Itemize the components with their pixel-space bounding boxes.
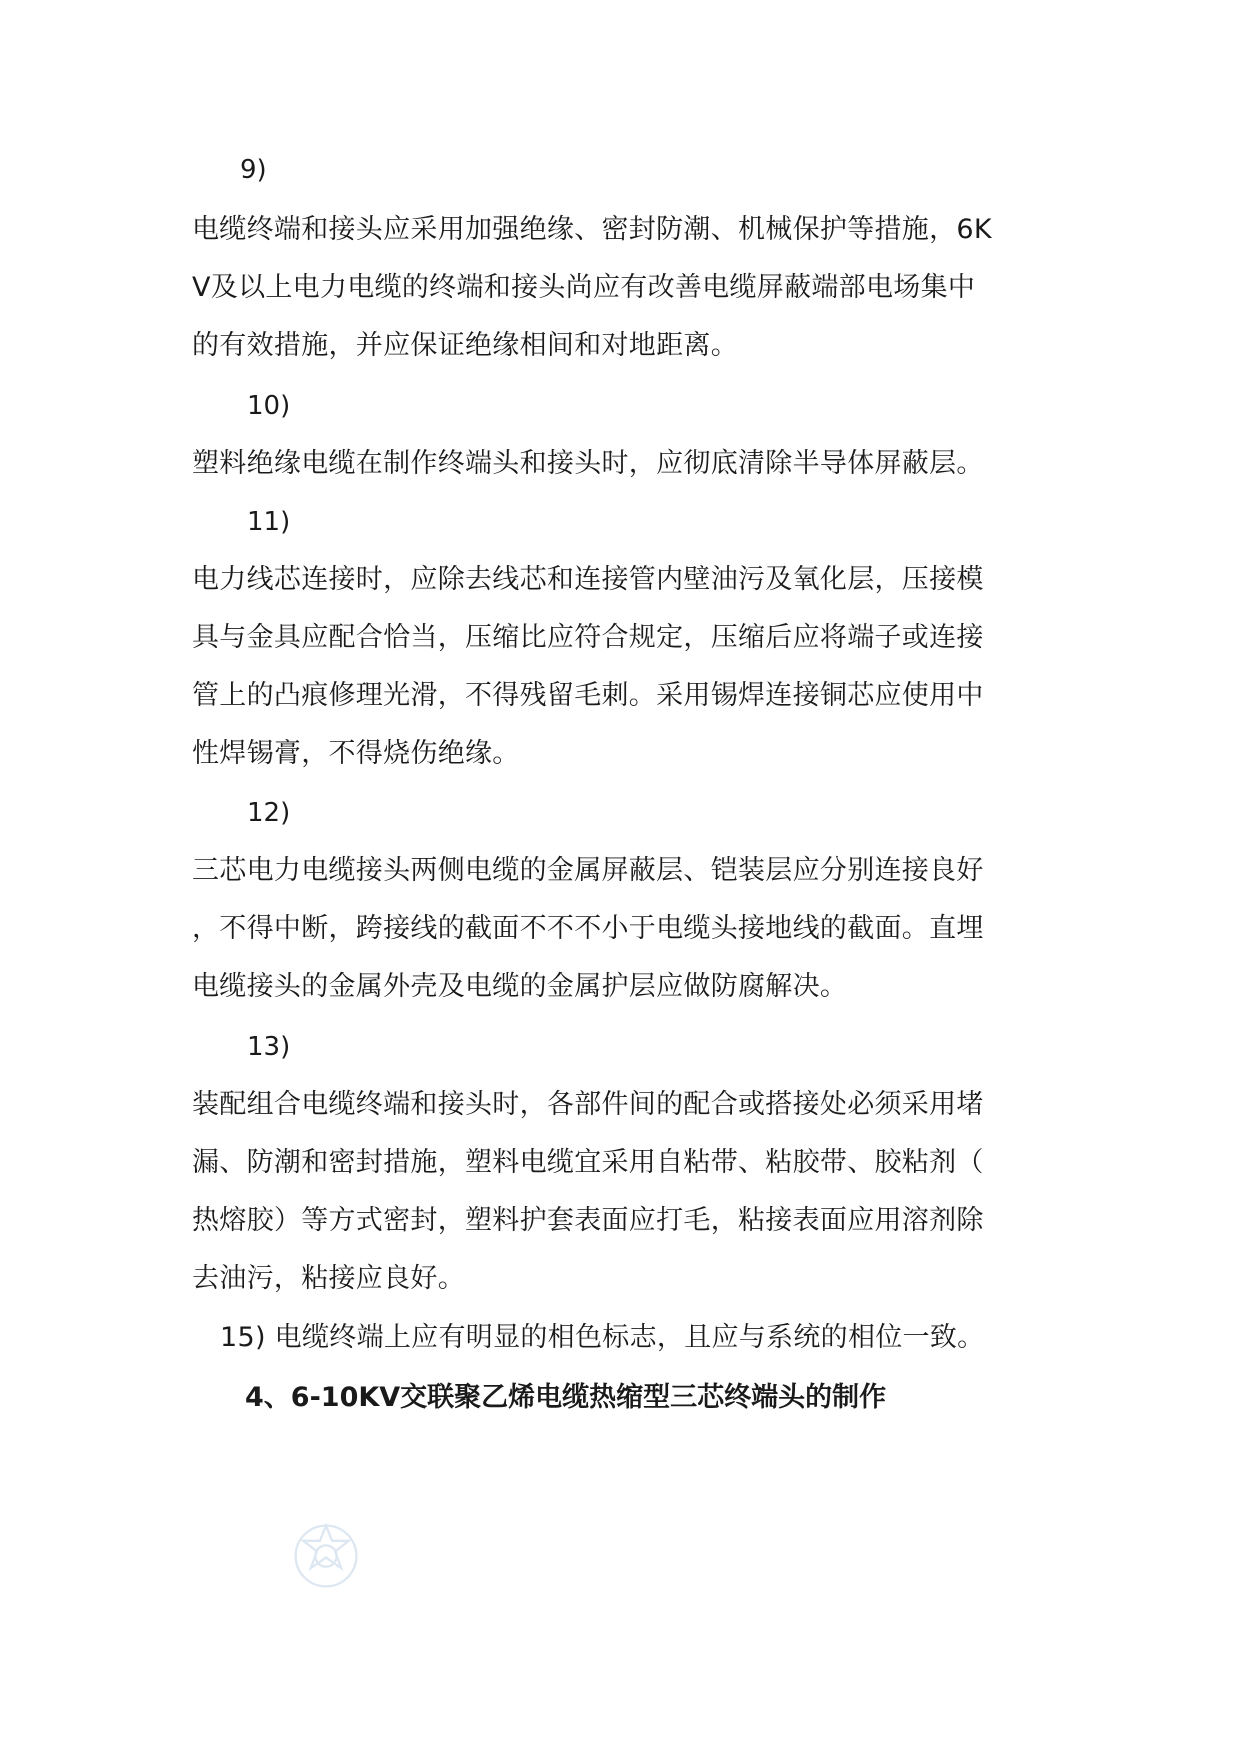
item-15-line: 15) 电缆终端上应有明显的相色标志，且应与系统的相位一致。: [220, 1322, 985, 1353]
item-13-line-1: 装配组合电缆终端和接头时，各部件间的配合或搭接处必须采用堵: [192, 1089, 984, 1120]
watermark-logo-icon: [288, 1518, 364, 1594]
item-11-line-1: 电力线芯连接时，应除去线芯和连接管内壁油污及氧化层，压接模: [192, 564, 984, 595]
item-9-line-3: 的有效措施，并应保证绝缘相间和对地距离。: [192, 330, 738, 361]
item-number-12: 12): [247, 798, 291, 828]
item-10-line-1: 塑料绝缘电缆在制作终端头和接头时，应彻底清除半导体屏蔽层。: [192, 448, 984, 479]
item-number-9: 9): [240, 155, 267, 185]
item-13-line-2: 漏、防潮和密封措施，塑料电缆宜采用自粘带、粘胶带、胶粘剂（: [192, 1147, 984, 1178]
item-13-line-3: 热熔胶）等方式密封，塑料护套表面应打毛，粘接表面应用溶剂除: [192, 1205, 984, 1236]
item-11-line-2: 具与金具应配合恰当，压缩比应符合规定，压缩后应将端子或连接: [192, 622, 984, 653]
section-heading: 4、6-10KV交联聚乙烯电缆热缩型三芯终端头的制作: [245, 1382, 887, 1413]
item-number-11: 11): [247, 507, 291, 537]
item-11-line-3: 管上的凸痕修理光滑，不得残留毛刺。采用锡焊连接铜芯应使用中: [192, 680, 984, 711]
item-9-line-1: 电缆终端和接头应采用加强绝缘、密封防潮、机械保护等措施，6K: [192, 214, 992, 245]
item-13-line-4: 去油污，粘接应良好。: [192, 1263, 465, 1294]
item-number-10: 10): [247, 391, 291, 421]
item-12-line-2: ，不得中断，跨接线的截面不不不小于电缆头接地线的截面。直埋: [192, 913, 984, 944]
item-12-line-1: 三芯电力电缆接头两侧电缆的金属屏蔽层、铠装层应分别连接良好: [192, 855, 984, 886]
item-9-line-2: V及以上电力电缆的终端和接头尚应有改善电缆屏蔽端部电场集中: [192, 272, 976, 303]
item-11-line-4: 性焊锡膏，不得烧伤绝缘。: [192, 738, 520, 769]
item-12-line-3: 电缆接头的金属外壳及电缆的金属护层应做防腐解决。: [192, 971, 848, 1002]
item-number-13: 13): [247, 1032, 291, 1062]
